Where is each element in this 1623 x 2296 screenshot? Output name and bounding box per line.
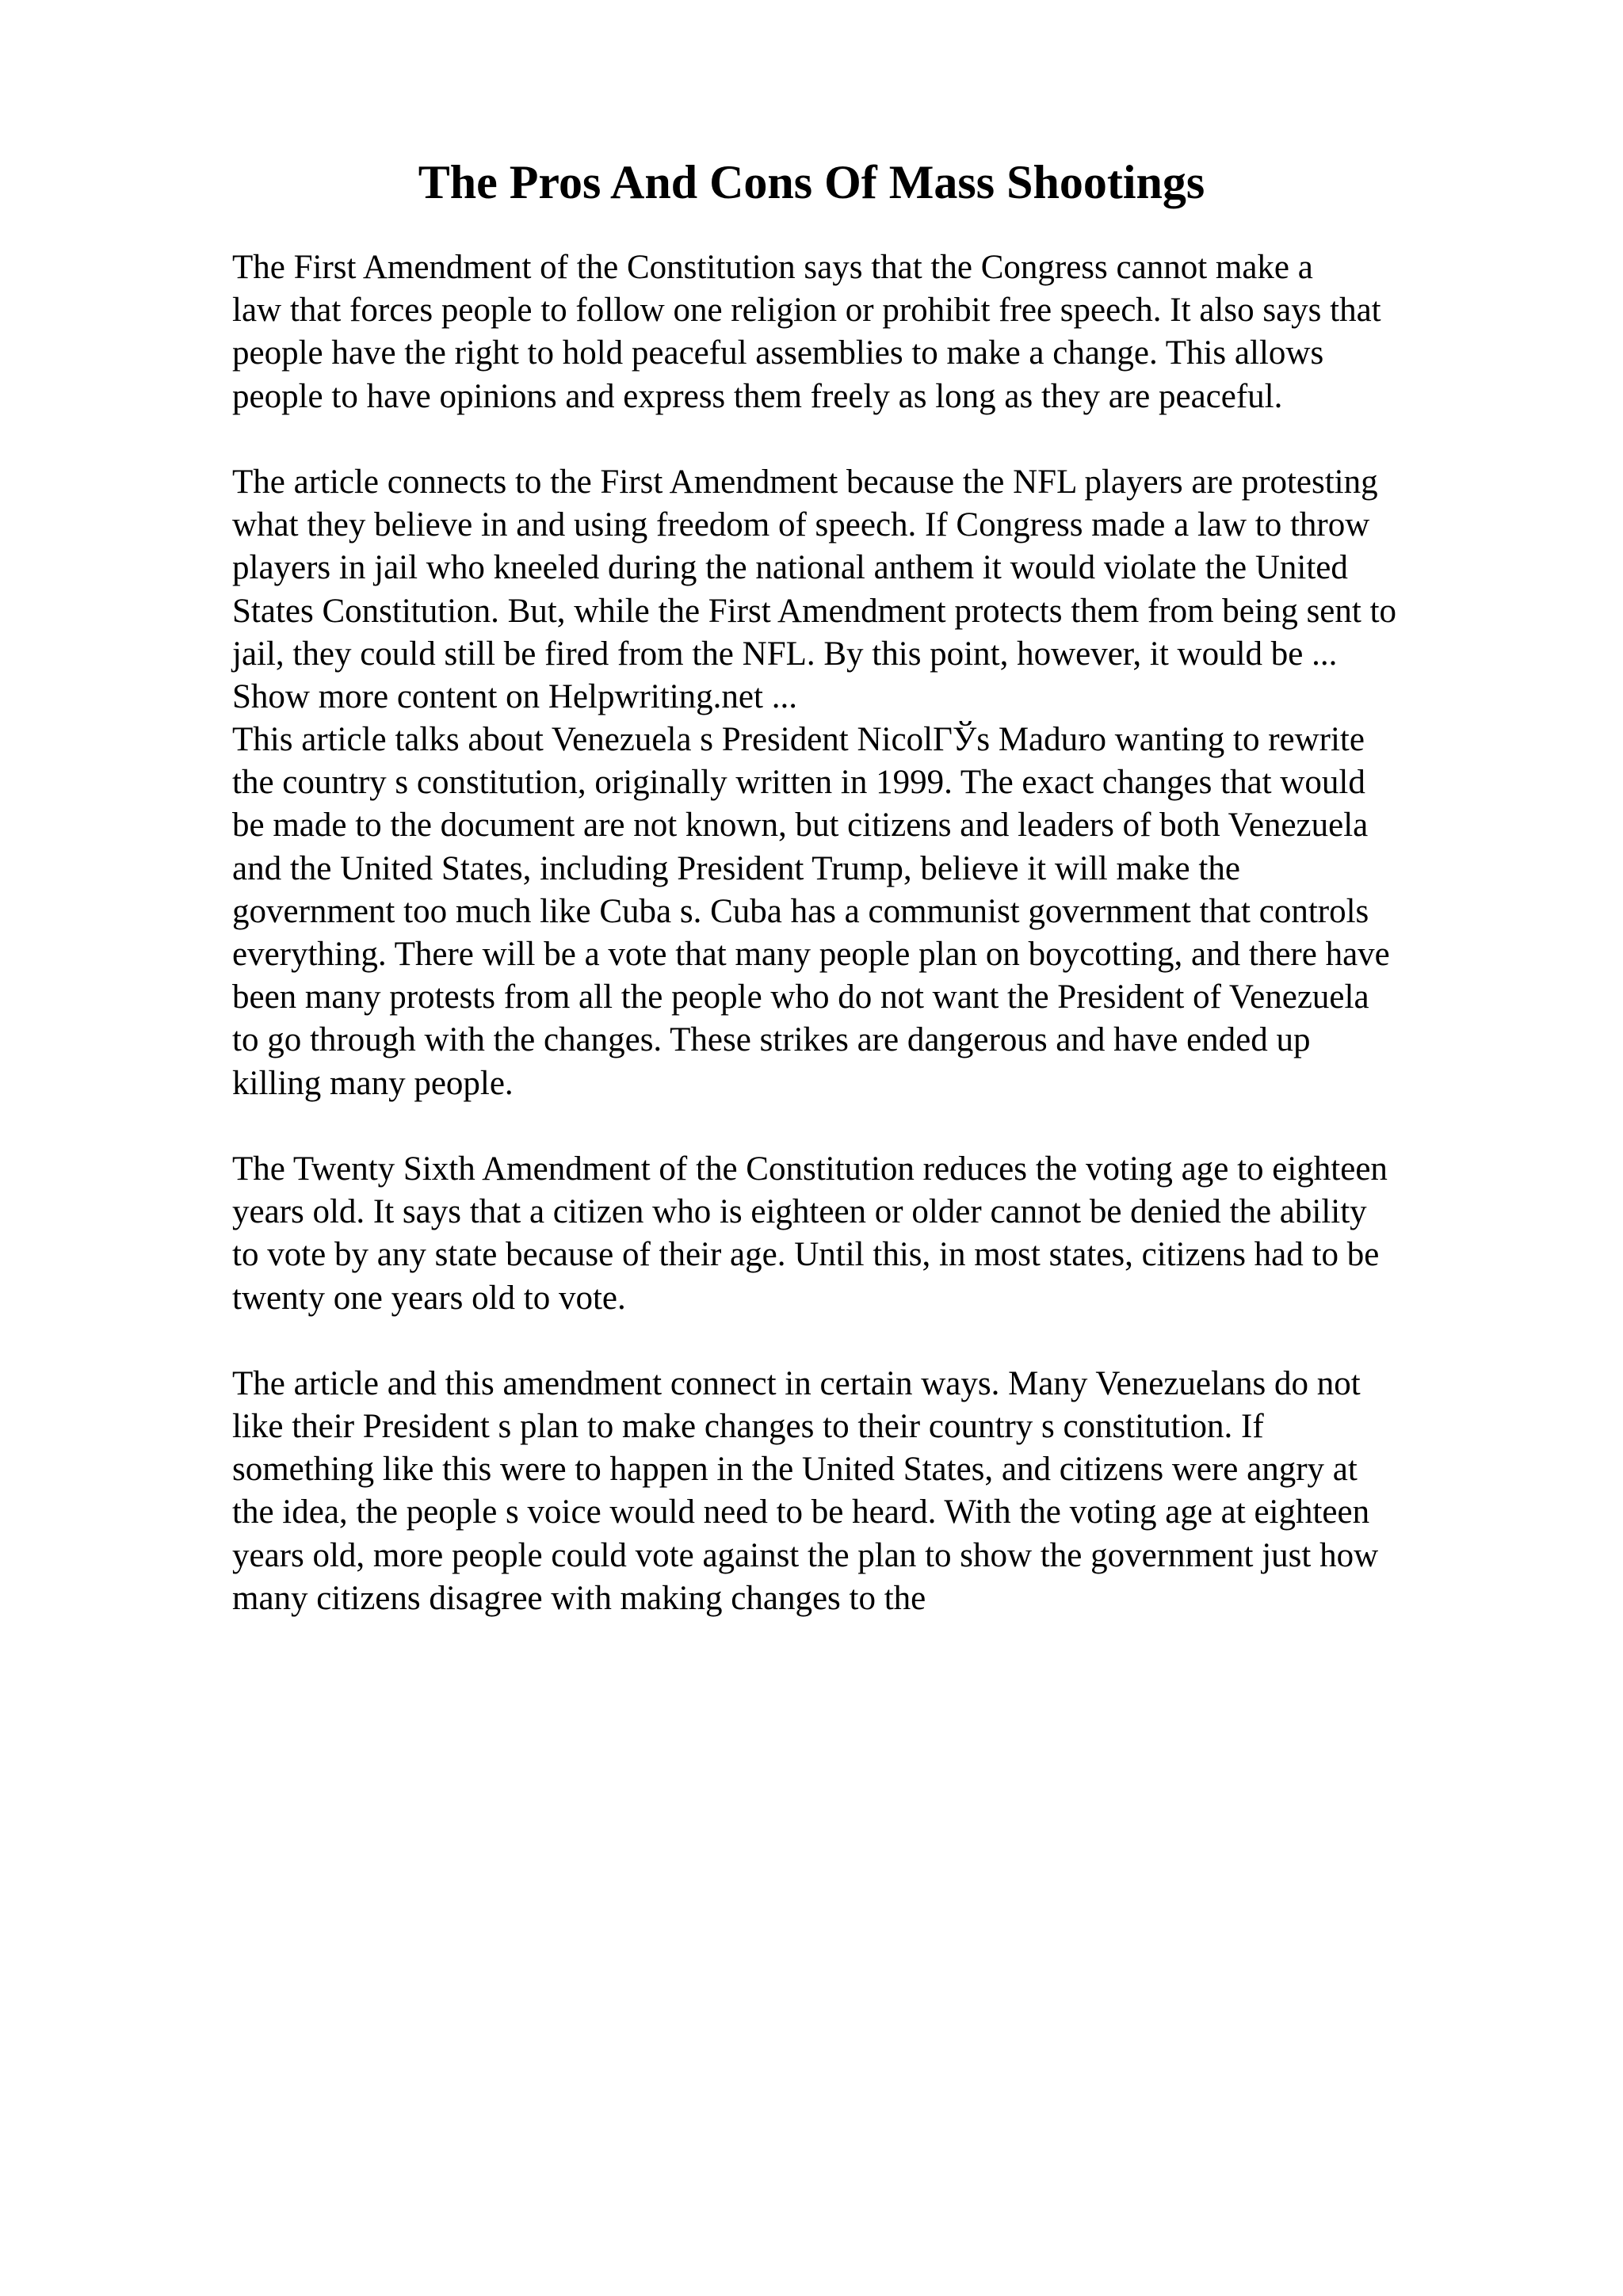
text-line: everything. There will be a vote that many people plan on boycotting, and there have <box>232 936 1390 973</box>
text-line: something like this were to happen in the United States, and citizens were angry at <box>232 1451 1358 1489</box>
text-line: be made to the document are not known, but citizens and leaders of both Venezuela <box>232 807 1369 845</box>
text-line: and the United States, including President Trump, believe it will make the <box>232 849 1240 887</box>
text-line: to vote by any state because of their age. Until this, in most states, citizens had to be <box>232 1236 1380 1274</box>
paragraph-gap <box>232 1105 1611 1148</box>
paragraph-amendment-connection <box>232 1363 1611 1620</box>
text-line: jail, they could still be fired from the NFL. By this point, however, it would be ... <box>232 635 1338 673</box>
text-line: The Twenty Sixth Amendment of the Constitution reduces the voting age to eighteen <box>232 1150 1388 1188</box>
text-line: like their President s plan to make changes to their country s constitution. If <box>232 1408 1264 1446</box>
text-line: government too much like Cuba s. Cuba has a communist government that controls <box>232 892 1369 930</box>
document-title: The Pros And Cons Of Mass Shootings <box>418 156 1205 208</box>
text-line: people to have opinions and express them freely as long as they are peaceful. <box>232 377 1283 415</box>
text-line: many citizens disagree with making changes to the <box>232 1579 926 1617</box>
paragraph-twenty-sixth-amendment <box>232 1148 1611 1320</box>
text-line: what they believe in and using freedom of speech. If Congress made a law to throw <box>232 506 1370 544</box>
paragraph-gap <box>232 1320 1611 1363</box>
text-line: years old. It says that a citizen who is eighteen or older cannot be denied the ability <box>232 1193 1367 1231</box>
show-more-line: Show more content on Helpwriting.net ... <box>232 677 797 715</box>
text-line: The First Amendment of the Constitution says that the Congress cannot make a <box>232 249 1313 286</box>
paragraph-article-connection <box>232 461 1611 1105</box>
text-line: years old, more people could vote against the plan to show the government just how <box>232 1536 1379 1574</box>
text-line: The article and this amendment connect in certain ways. Many Venezuelans do not <box>232 1364 1361 1402</box>
text-line: twenty one years old to vote. <box>232 1279 626 1317</box>
text-line: the country s constitution, originally written in 1999. The exact changes that would <box>232 764 1365 802</box>
text-line: the idea, the people s voice would need to be heard. With the voting age at eighteen <box>232 1493 1370 1531</box>
text-line: This article talks about Venezuela s President NicolГЎs Maduro wanting to rewrite <box>232 721 1365 759</box>
paragraph-gap <box>232 418 1611 461</box>
document-body <box>232 246 1611 1620</box>
text-line: killing many people. <box>232 1064 514 1102</box>
text-line: players in jail who kneeled during the national anthem it would violate the United <box>232 549 1348 587</box>
text-line: The article connects to the First Amendment because the NFL players are protesting <box>232 463 1378 501</box>
text-line: people have the right to hold peaceful assemblies to make a change. This allows <box>232 334 1324 372</box>
text-line: law that forces people to follow one religion or prohibit free speech. It also says that <box>232 292 1381 330</box>
text-line: been many protests from all the people who do not want the President of Venezuela <box>232 978 1369 1016</box>
text-line: States Constitution. But, while the First Amendment protects them from being sent to <box>232 592 1397 630</box>
paragraph-first-amendment <box>232 246 1611 418</box>
text-line: to go through with the changes. These strikes are dangerous and have ended up <box>232 1021 1311 1059</box>
